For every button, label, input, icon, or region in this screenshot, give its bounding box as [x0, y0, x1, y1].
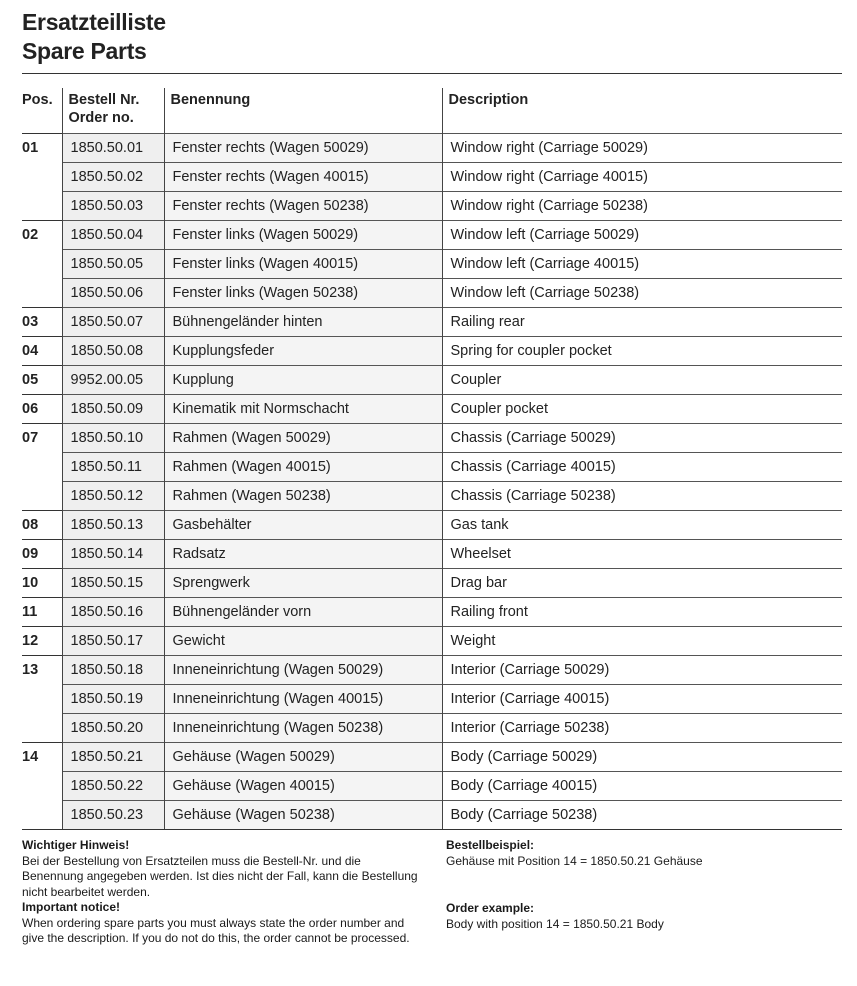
table-header-row [22, 88, 842, 134]
cell-description: Drag bar [442, 569, 842, 598]
cell-order-no: 1850.50.13 [62, 511, 164, 540]
cell-benennung: Kupplung [164, 366, 442, 395]
table-row [22, 743, 842, 772]
cell-benennung: Gasbehälter [164, 511, 442, 540]
cell-description: Chassis (Carriage 50238) [442, 482, 842, 511]
table-row [22, 395, 842, 424]
cell-description: Railing rear [442, 308, 842, 337]
cell-description: Coupler [442, 366, 842, 395]
cell-description: Weight [442, 627, 842, 656]
cell-description: Spring for coupler pocket [442, 337, 842, 366]
cell-description: Window right (Carriage 40015) [442, 163, 842, 192]
table-row [22, 714, 842, 743]
cell-benennung: Rahmen (Wagen 40015) [164, 453, 442, 482]
table-row [22, 221, 842, 250]
cell-order-no: 1850.50.21 [62, 743, 164, 772]
example-text-de: Gehäuse mit Position 14 = 1850.50.21 Gehäuse [446, 853, 703, 868]
cell-benennung: Kinematik mit Normschacht [164, 395, 442, 424]
cell-benennung: Inneneinrichtung (Wagen 50238) [164, 714, 442, 743]
cell-order-no: 1850.50.19 [62, 685, 164, 714]
cell-benennung: Fenster links (Wagen 50238) [164, 279, 442, 308]
cell-order-no: 1850.50.15 [62, 569, 164, 598]
cell-pos: 07 [22, 424, 62, 453]
cell-description: Window right (Carriage 50029) [442, 134, 842, 163]
example-heading-en: Order example: [446, 901, 535, 915]
cell-pos: 05 [22, 366, 62, 395]
cell-benennung: Fenster links (Wagen 40015) [164, 250, 442, 279]
table-row [22, 308, 842, 337]
cell-description: Interior (Carriage 50029) [442, 656, 842, 685]
cell-pos [22, 250, 62, 279]
cell-benennung: Inneneinrichtung (Wagen 50029) [164, 656, 442, 685]
cell-pos: 01 [22, 134, 62, 163]
table-row [22, 598, 842, 627]
table-row [22, 134, 842, 163]
cell-pos [22, 163, 62, 192]
cell-benennung: Rahmen (Wagen 50029) [164, 424, 442, 453]
cell-order-no: 1850.50.08 [62, 337, 164, 366]
cell-order-no: 1850.50.12 [62, 482, 164, 511]
cell-pos [22, 482, 62, 511]
cell-description: Chassis (Carriage 50029) [442, 424, 842, 453]
cell-pos [22, 772, 62, 801]
cell-order-no: 1850.50.03 [62, 192, 164, 221]
cell-pos [22, 453, 62, 482]
table-row [22, 685, 842, 714]
cell-pos: 08 [22, 511, 62, 540]
cell-order-no: 1850.50.09 [62, 395, 164, 424]
table-row [22, 250, 842, 279]
title-divider [22, 73, 842, 74]
cell-benennung: Fenster rechts (Wagen 50238) [164, 192, 442, 221]
cell-order-no: 1850.50.02 [62, 163, 164, 192]
table-row [22, 656, 842, 685]
cell-pos [22, 714, 62, 743]
table-row [22, 482, 842, 511]
cell-order-no: 1850.50.04 [62, 221, 164, 250]
cell-pos [22, 801, 62, 830]
cell-description: Body (Carriage 50029) [442, 743, 842, 772]
cell-order-no: 1850.50.07 [62, 308, 164, 337]
cell-benennung: Sprengwerk [164, 569, 442, 598]
column-header-order-no [62, 88, 164, 134]
cell-order-no: 1850.50.20 [62, 714, 164, 743]
cell-description: Railing front [442, 598, 842, 627]
table-row [22, 511, 842, 540]
cell-description: Window left (Carriage 40015) [442, 250, 842, 279]
cell-description: Window left (Carriage 50238) [442, 279, 842, 308]
cell-benennung: Inneneinrichtung (Wagen 40015) [164, 685, 442, 714]
notice-heading-de: Wichtiger Hinweis! [22, 838, 130, 852]
table-row [22, 772, 842, 801]
cell-benennung: Gehäuse (Wagen 50238) [164, 801, 442, 830]
cell-pos: 06 [22, 395, 62, 424]
column-header-order-no-en: Order no. [68, 110, 134, 126]
example-heading-de: Bestellbeispiel: [446, 838, 535, 852]
table-row [22, 569, 842, 598]
cell-order-no: 1850.50.18 [62, 656, 164, 685]
cell-benennung: Fenster rechts (Wagen 40015) [164, 163, 442, 192]
cell-pos: 10 [22, 569, 62, 598]
cell-pos: 03 [22, 308, 62, 337]
cell-order-no: 1850.50.17 [62, 627, 164, 656]
cell-description: Interior (Carriage 40015) [442, 685, 842, 714]
cell-description: Coupler pocket [442, 395, 842, 424]
cell-order-no: 1850.50.10 [62, 424, 164, 453]
table-row [22, 627, 842, 656]
example-text-en: Body with position 14 = 1850.50.21 Body [446, 916, 664, 931]
cell-pos [22, 279, 62, 308]
cell-pos: 11 [22, 598, 62, 627]
cell-benennung: Bühnengeländer hinten [164, 308, 442, 337]
cell-pos: 14 [22, 743, 62, 772]
table-row [22, 366, 842, 395]
notice-text-de: Bei der Bestellung von Ersatzteilen muss die Bestell-Nr. und die Benennung angegeben werden. Ist dies nicht der Fall, kann die Bestellung nicht bearbeitet werden. [22, 853, 418, 899]
cell-order-no: 9952.00.05 [62, 366, 164, 395]
cell-order-no: 1850.50.14 [62, 540, 164, 569]
cell-benennung: Gewicht [164, 627, 442, 656]
column-header-pos: Pos. [22, 92, 53, 108]
page-title [22, 8, 166, 66]
cell-benennung: Bühnengeländer vorn [164, 598, 442, 627]
cell-order-no: 1850.50.01 [62, 134, 164, 163]
title-english: Spare Parts [22, 38, 147, 64]
cell-order-no: 1850.50.06 [62, 279, 164, 308]
column-header-benennung: Benennung [164, 88, 442, 134]
cell-benennung: Rahmen (Wagen 50238) [164, 482, 442, 511]
table-row [22, 453, 842, 482]
cell-benennung: Gehäuse (Wagen 50029) [164, 743, 442, 772]
column-header-description: Description [442, 88, 842, 134]
order-example [446, 838, 846, 932]
notice-heading-en: Important notice! [22, 900, 120, 914]
cell-description: Window right (Carriage 50238) [442, 192, 842, 221]
spare-parts-table [22, 88, 842, 830]
table-row [22, 279, 842, 308]
cell-order-no: 1850.50.22 [62, 772, 164, 801]
cell-order-no: 1850.50.11 [62, 453, 164, 482]
cell-description: Body (Carriage 50238) [442, 801, 842, 830]
table-row [22, 337, 842, 366]
cell-pos [22, 685, 62, 714]
cell-benennung: Gehäuse (Wagen 40015) [164, 772, 442, 801]
cell-benennung: Radsatz [164, 540, 442, 569]
cell-description: Body (Carriage 40015) [442, 772, 842, 801]
notice-text-en: When ordering spare parts you must always state the order number and give the description. If you do not do this, the order cannot be processed. [22, 915, 410, 945]
table-row [22, 163, 842, 192]
cell-description: Gas tank [442, 511, 842, 540]
title-german: Ersatzteilliste [22, 9, 166, 35]
cell-order-no: 1850.50.23 [62, 801, 164, 830]
column-header-order-no-de: Bestell Nr. [68, 92, 140, 108]
cell-description: Interior (Carriage 50238) [442, 714, 842, 743]
cell-pos: 12 [22, 627, 62, 656]
table-row [22, 540, 842, 569]
cell-description: Chassis (Carriage 40015) [442, 453, 842, 482]
cell-benennung: Fenster rechts (Wagen 50029) [164, 134, 442, 163]
cell-pos: 13 [22, 656, 62, 685]
cell-description: Window left (Carriage 50029) [442, 221, 842, 250]
cell-pos: 04 [22, 337, 62, 366]
cell-order-no: 1850.50.16 [62, 598, 164, 627]
cell-pos: 02 [22, 221, 62, 250]
cell-description: Wheelset [442, 540, 842, 569]
cell-benennung: Fenster links (Wagen 50029) [164, 221, 442, 250]
cell-pos: 09 [22, 540, 62, 569]
cell-benennung: Kupplungsfeder [164, 337, 442, 366]
table-row [22, 192, 842, 221]
cell-pos [22, 192, 62, 221]
cell-order-no: 1850.50.05 [62, 250, 164, 279]
important-notice [22, 838, 422, 947]
table-row [22, 801, 842, 830]
table-row [22, 424, 842, 453]
